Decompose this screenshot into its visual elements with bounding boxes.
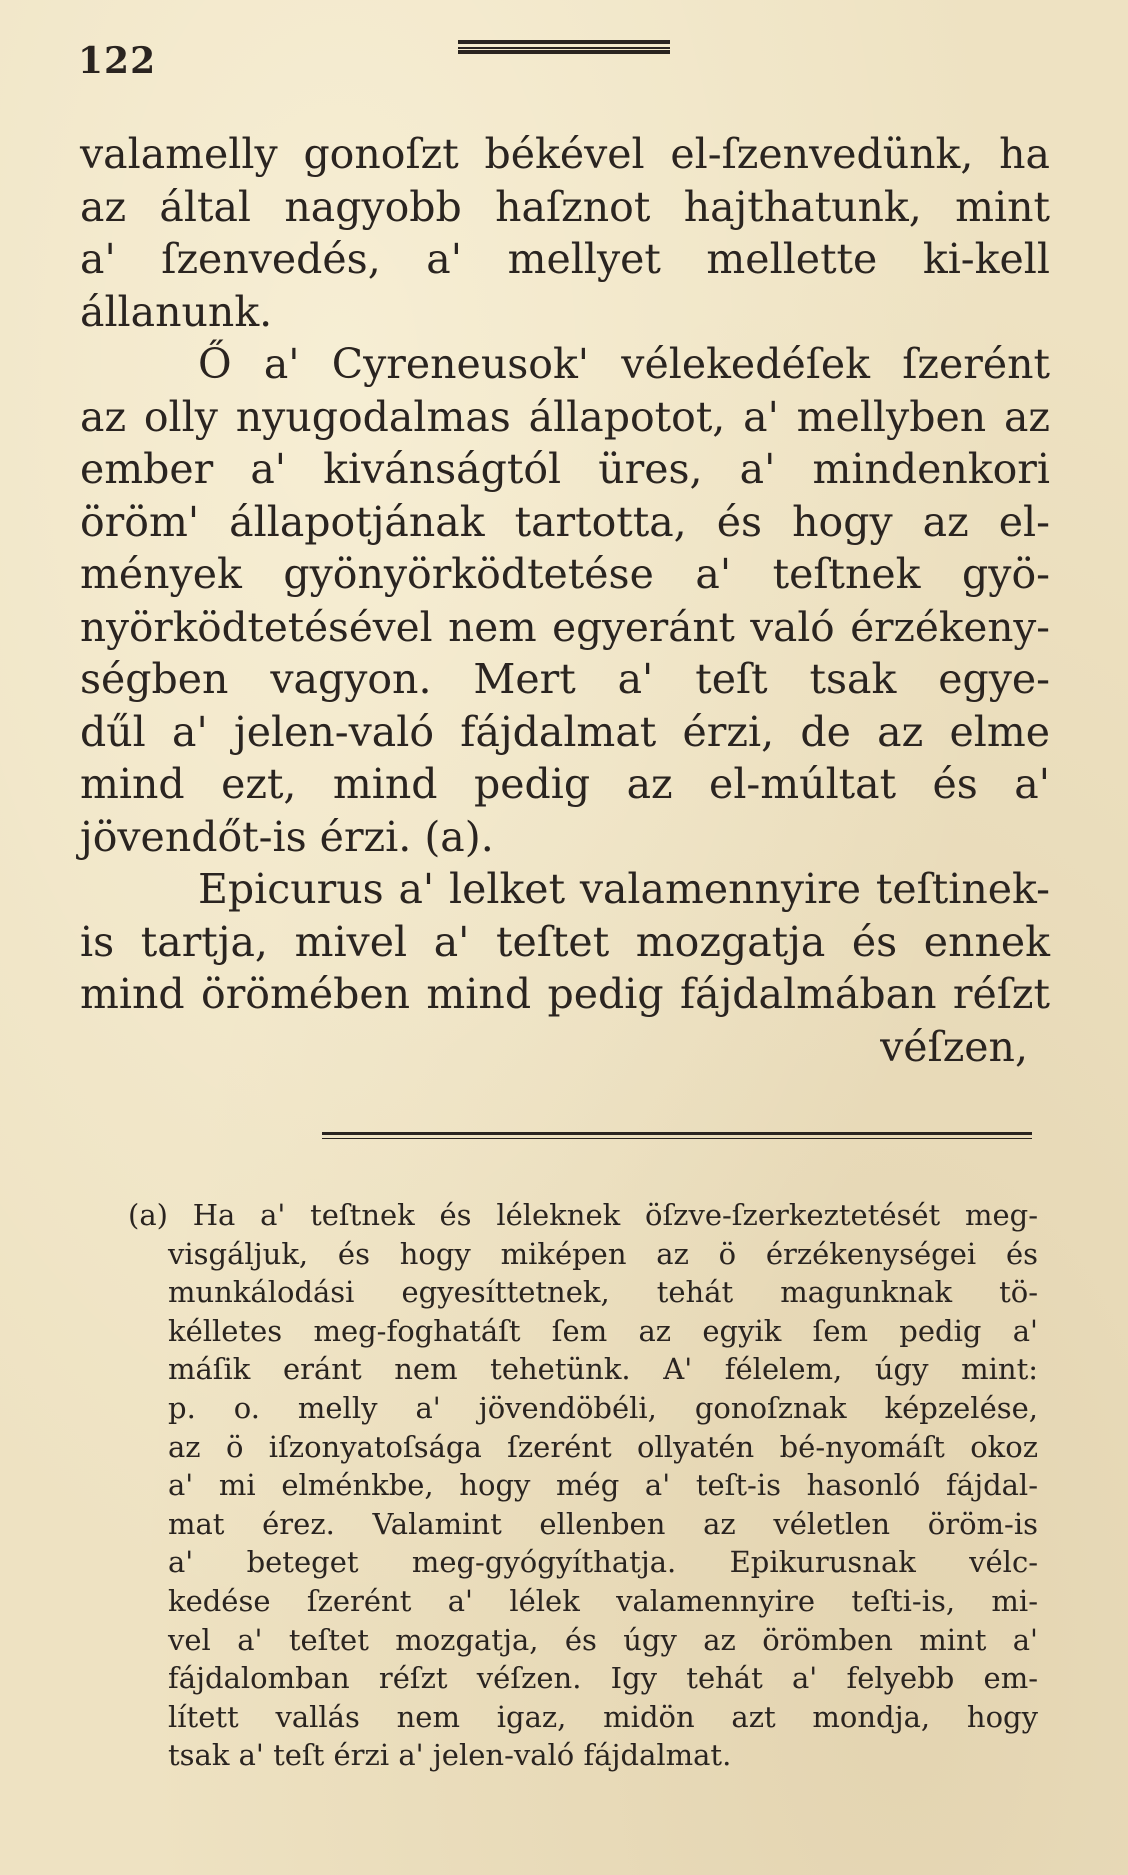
footnote-separator-rule [322, 1132, 1032, 1135]
text-line: mények gyönyörködtetése a' teſtnek gyö- [80, 550, 1050, 598]
footnote-line: az ö iſzonyatoſsága ſzerént ollyatén bé-nyomáſt okoz [168, 1429, 1038, 1464]
footnote-line: tsak a' teſt érzi a' jelen-való fájdalmat. [168, 1738, 732, 1773]
footnote-line: vel a' teſtet mozgatja, és úgy az örömben mint a' [168, 1622, 1038, 1657]
text-line: is tartja, mivel a' teſtet mozgatja és ennek [80, 917, 1050, 966]
footnote-line: visgáljuk, és hogy miképen az ö érzékenységei és [168, 1236, 1038, 1271]
text-line: a' ſzenvedés, a' mellyet mellette ki-kell [80, 235, 1050, 283]
text-line: valamelly gonoſzt békével el-ſzenvedünk, ha [80, 130, 1050, 178]
footnote-line: máſik eránt nem tehetünk. A' félelem, úgy mint: [168, 1352, 1038, 1387]
footnote-line: munkálodási egyesíttetnek, tehát magunknak tö- [168, 1275, 1038, 1310]
footnote-line: kélletes meg-foghatáſt ſem az egyik ſem pedig a' [168, 1313, 1038, 1348]
footnote-line: mat érez. Valamint ellenben az véletlen öröm-is [168, 1506, 1038, 1541]
catchword: véſzen, [880, 1022, 1028, 1071]
footnote-line: kedése ſzerént a' lélek valamennyire teſti-is, mi- [168, 1583, 1038, 1618]
text-line: jövendőt-is érzi. (a). [80, 812, 494, 861]
footnote-line: a' mi elménkbe, hogy még a' teſt-is hasonló fájdal- [168, 1468, 1038, 1503]
text-line: az olly nyugodalmas állapotot, a' mellyben az [80, 392, 1050, 441]
text-line: dűl a' jelen-való fájdalmat érzi, de az elme [80, 707, 1050, 756]
footnote-line: p. o. melly a' jövendöbéli, gonoſznak képzelése, [168, 1390, 1038, 1425]
text-line: az által nagyobb haſznot hajthatunk, mint [80, 182, 1050, 231]
header-ornament-rule [458, 40, 670, 54]
footnote-line: fájdalomban réſzt véſzen. Igy tehát a' felyebb em- [168, 1661, 1038, 1696]
text-line: állanunk. [80, 287, 273, 336]
footnote-line: a' beteget meg-gyógyíthatja. Epikurusnak vélc- [168, 1545, 1038, 1580]
text-line: ember a' kivánságtól üres, a' mindenkori [80, 445, 1050, 493]
footnote-line: lített vallás nem igaz, midön azt mondja, hogy [168, 1699, 1038, 1734]
footnote-block [128, 1196, 1038, 1775]
text-line: öröm' állapotjának tartotta, és hogy az el- [80, 497, 1050, 546]
text-line: nyörködtetésével nem egyeránt való érzékeny- [80, 602, 1050, 651]
footnote-line: (a) Ha a' teſtnek és léleknek öſzve-ſzerkeztetését meg- [128, 1198, 1038, 1232]
text-line: ségben vagyon. Mert a' teſt tsak egye- [80, 655, 1050, 703]
main-text-block [80, 128, 1050, 1073]
text-line: Epicurus a' lelket valamennyire teſtinek- [198, 865, 1050, 913]
text-line: mind örömében mind pedig fájdalmában réſzt [80, 970, 1050, 1018]
text-line: Ő a' Cyreneusok' vélekedéſek ſzerént [198, 340, 1050, 388]
text-line: mind ezt, mind pedig az el-múltat és a' [80, 760, 1050, 808]
page-number: 122 [78, 40, 157, 82]
